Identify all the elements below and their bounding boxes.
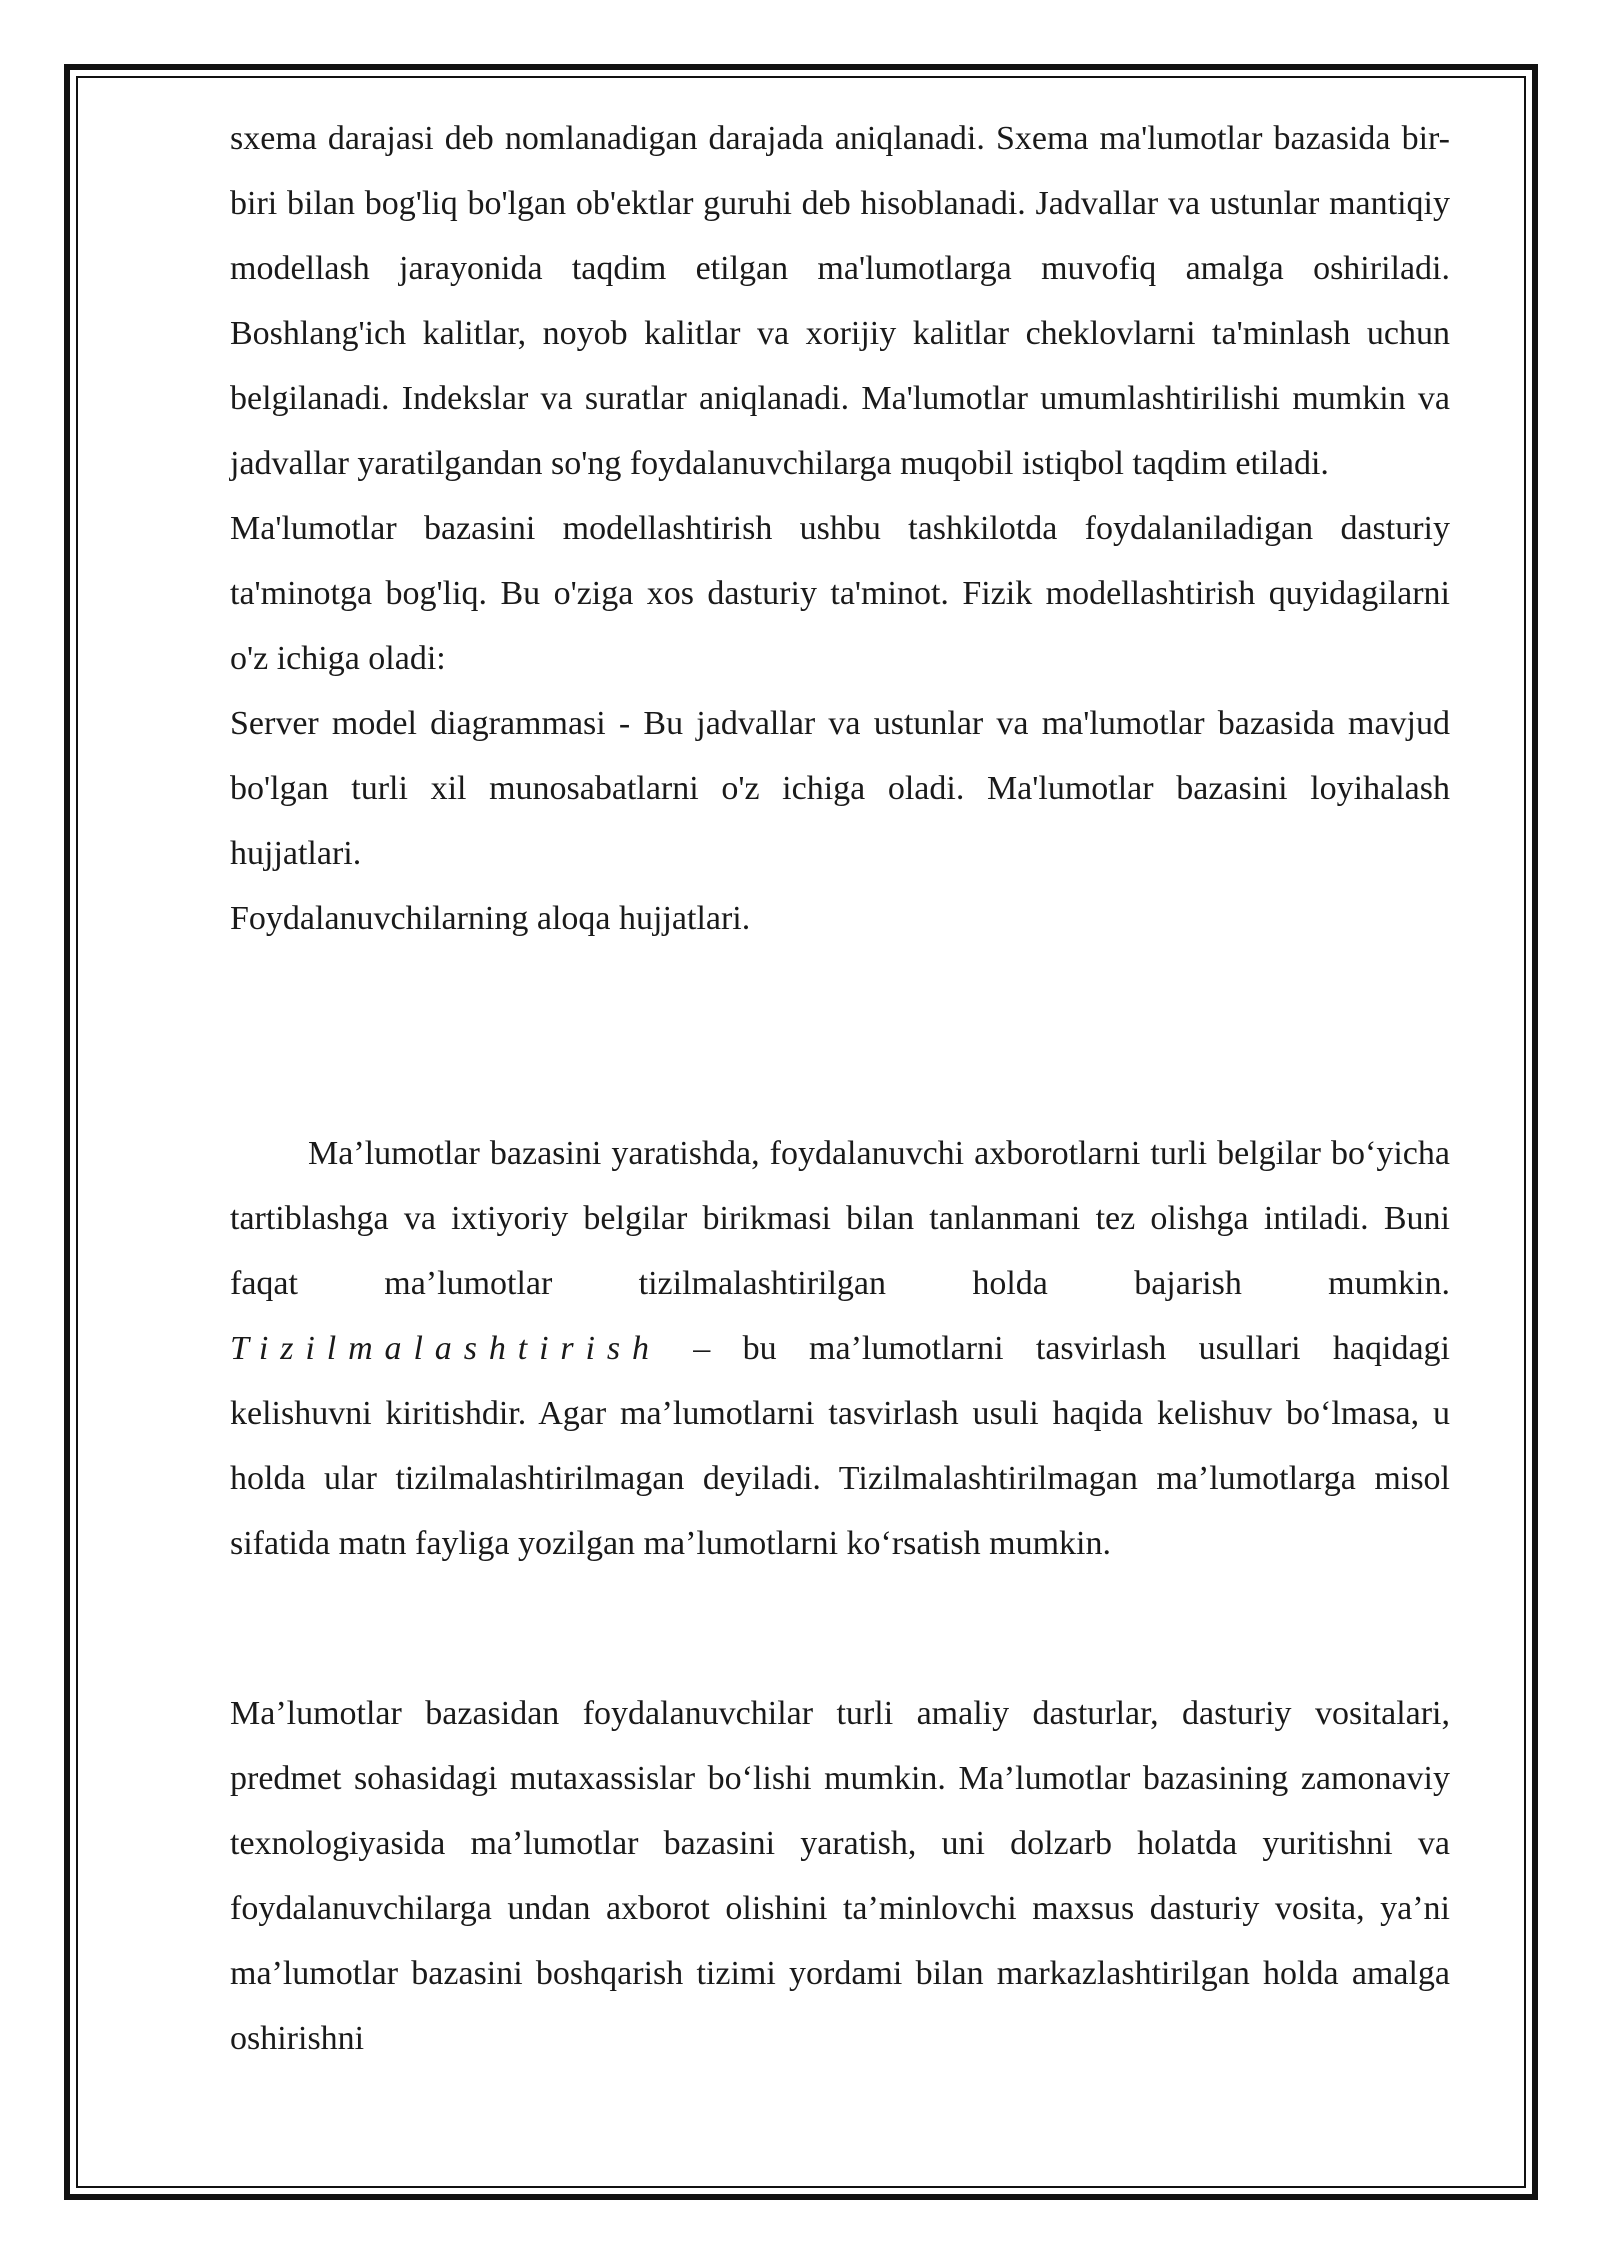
paragraph-user-docs: Foydalanuvchilarning aloqa hujjatlari.	[230, 900, 751, 937]
paragraph-database-users: Ma’lumotlar bazasidan foydalanuvchilar turli amaliy dasturlar, dasturiy vositalari, predmet sohasidagi mutaxassislar bo‘lishi mumkin. Ma’lumotlar bazasining zamonaviy texnologiyasida ma’lumotlar bazasini yaratish, uni dolzarb holatda yuritishni va foydalanuvchilarga undan axborot olishini ta’minlovchi maxsus dasturiy vosita, ya’ni ma’lumotlar bazasini boshqarish tizimi yordami bilan markazlashtirilgan holda amalga oshirishni	[230, 1695, 1450, 2057]
paragraph-server-model: Server model diagrammasi - Bu jadvallar va ustunlar va ma'lumotlar bazasida mavjud bo'lgan turli xil munosabatlarni o'z ichiga oladi. Ma'lumotlar bazasini loyihalash hujjatlari.	[230, 705, 1450, 872]
paragraph-schema-level: sxema darajasi deb nomlanadigan darajada aniqlanadi. Sxema ma'lumotlar bazasida bir-biri bilan bog'liq bo'lgan ob'ektlar guruhi deb hisoblanadi. Jadvallar va ustunlar mantiqiy modellash jarayonida taqdim etilgan ma'lumotlarga muvofiq amalga oshiriladi. Boshlang'ich kalitlar, noyob kalitlar va xorijiy kalitlar cheklovlarni ta'minlash uchun belgilanadi. Indekslar va suratlar aniqlanadi. Ma'lumotlar umumlashtirilishi mumkin va jadvallar yaratilgandan so'ng foydalanuvchilarga muqobil istiqbol taqdim etiladi.	[230, 120, 1450, 482]
paragraph-structuring	[230, 1121, 1450, 1576]
text-block-3	[230, 1681, 1450, 2071]
text-block-2	[230, 1121, 1450, 1576]
text-block-1	[230, 106, 1450, 951]
term-structuring: Tizilmalashtirish	[230, 1330, 661, 1367]
paragraph-structuring-start: Ma’lumotlar bazasini yaratishda, foydalanuvchi axborotlarni turli belgilar bo‘yicha tartiblashga va ixtiyoriy belgilar birikmasi bilan tanlanmani tez olishga intiladi. Buni faqat ma’lumotlar tizilmalashtirilgan holda bajarish mumkin.	[230, 1135, 1450, 1302]
paragraph-structuring-rest: – bu ma’lumotlarni tasvirlash usullari haqidagi kelishuvni kiritishdir. Agar ma’lumotlarni tasvirlash usuli haqida kelishuv bo‘lmasa, u holda ular tizilmalashtirilmagan deyiladi. Tizilmalashtirilmagan ma’lumotlarga misol sifatida matn fayliga yozilgan ma’lumotlarni ko‘rsatish mumkin.	[230, 1330, 1450, 1562]
paragraph-database-modeling: Ma'lumotlar bazasini modellashtirish ushbu tashkilotda foydalaniladigan dasturiy ta'minotga bog'liq. Bu o'ziga xos dasturiy ta'minot. Fizik modellashtirish quyidagilarni o'z ichiga oladi:	[230, 510, 1450, 677]
